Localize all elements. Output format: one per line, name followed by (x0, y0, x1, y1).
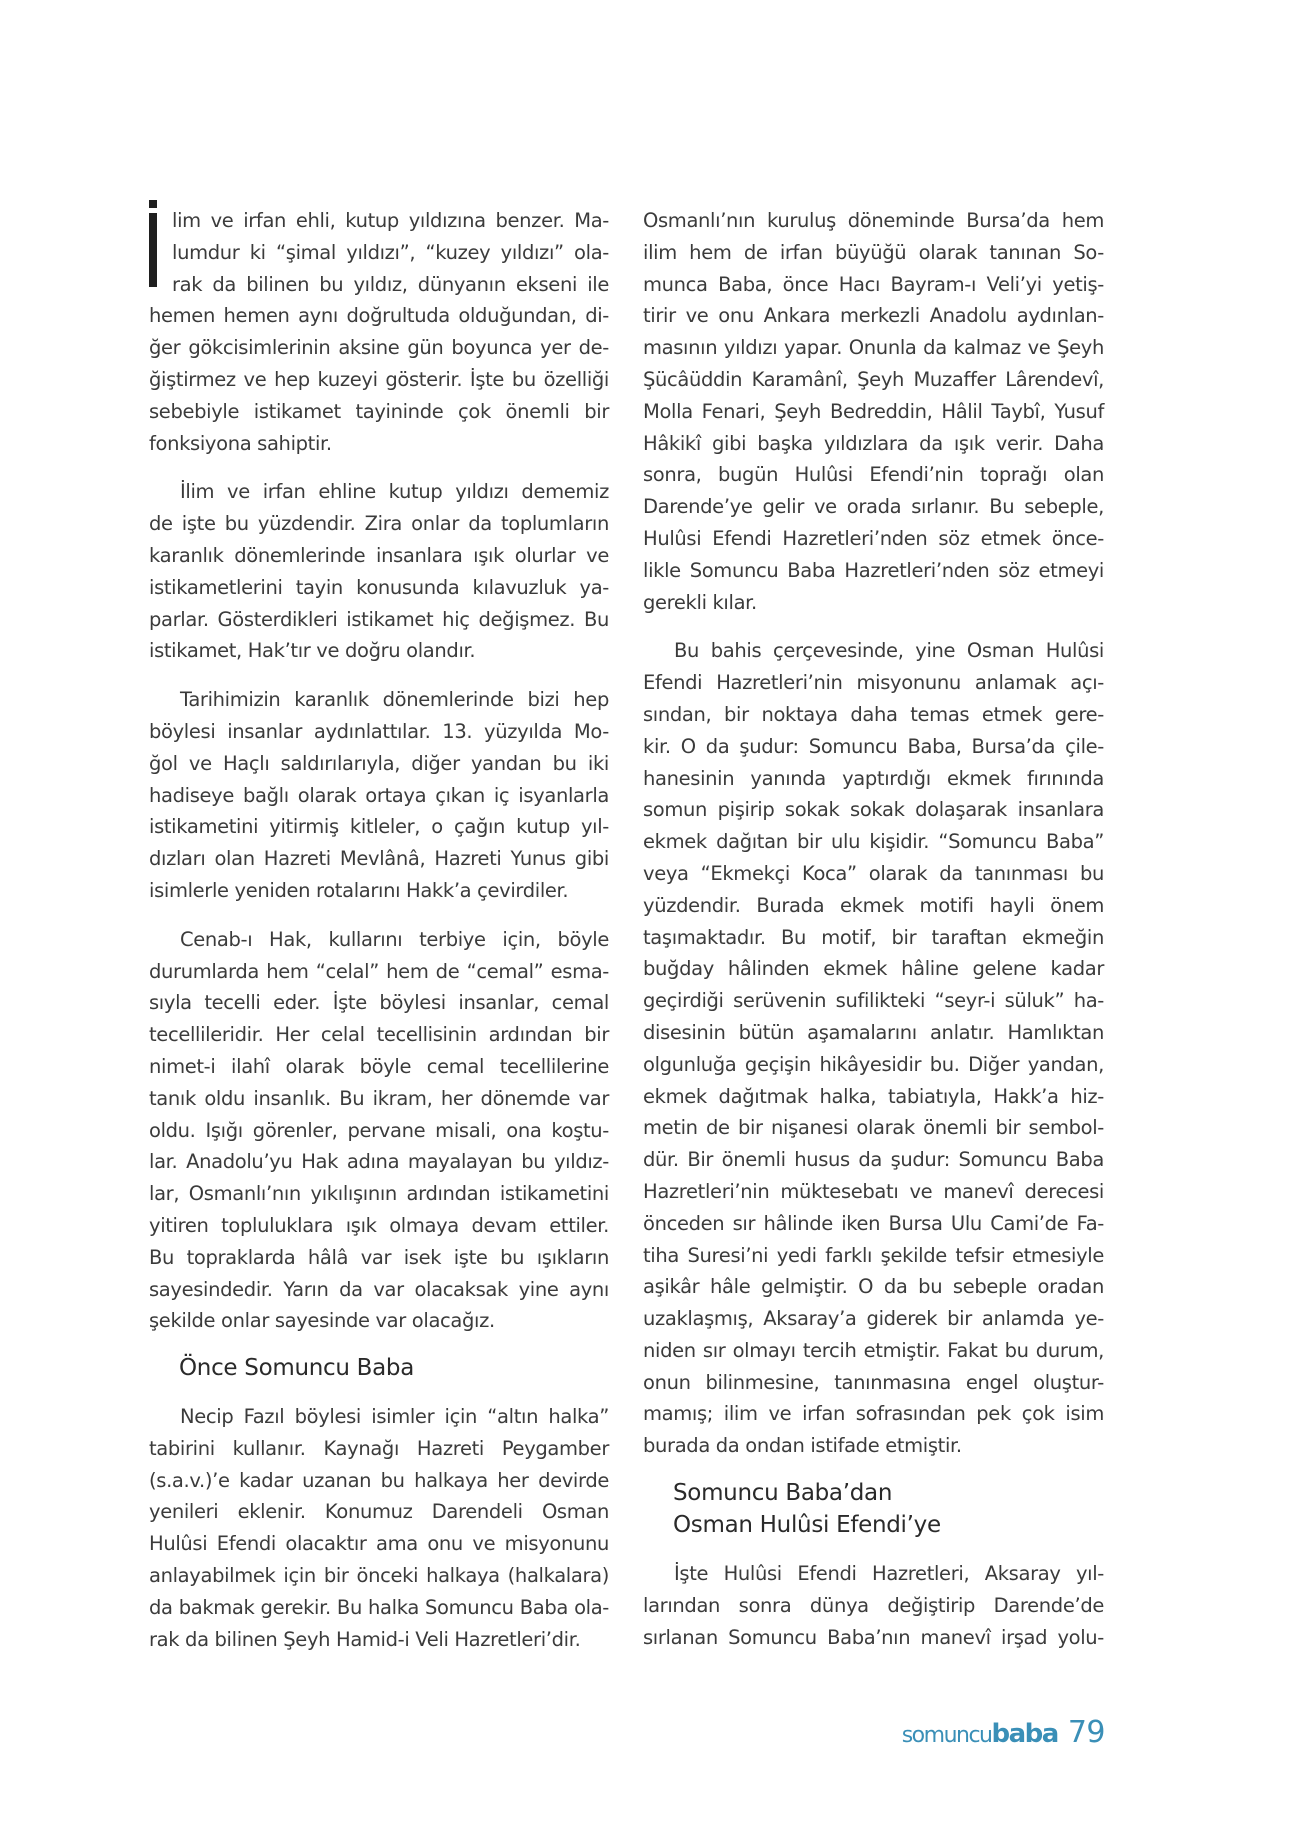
paragraph (149, 924, 609, 1337)
text-line: nimet-i ilahî olarak böyle cemal tecellilerine (149, 1054, 609, 1078)
text-line: dızları olan Hazreti Mevlânâ, Hazreti Yunus gibi (149, 847, 609, 871)
text-line: lim ve irfan ehli, kutup yıldızına benzer. Ma- (172, 209, 609, 232)
text-line: Bu bahis çerçevesinde, yine Osman Hulûsi (674, 639, 1104, 663)
text-line: olgunluğa geçişin hikâyesidir bu. Diğer yandan, (643, 1052, 1104, 1076)
text-line: yenileri eklenir. Konumuz Darendeli Osman (149, 1500, 609, 1524)
text-line: oldu. Işığı görenler, pervane misali, ona koştu- (149, 1118, 609, 1142)
drop-cap-paragraph (149, 205, 609, 459)
text-line: İşte Hulûsi Efendi Hazretleri, Aksaray yıl- (674, 1562, 1104, 1586)
text-line: somun pişirip sokak sokak dolaşarak insanlara (643, 798, 1104, 822)
right-column (643, 205, 1104, 1653)
text-line: Şücâüddin Karamânî, Şeyh Muzaffer Lârendevî, (643, 367, 1104, 391)
text-line: mamış; ilim ve irfan sofrasından pek çok isim (643, 1402, 1104, 1426)
brand-logo-part2: baba (991, 1719, 1058, 1749)
text-line: Hulûsi Efendi olacaktır ama onu ve misyonunu (149, 1532, 609, 1556)
text-line: ilim hem de irfan büyüğü olarak tanınan So- (643, 240, 1104, 264)
text-line: fonksiyona sahiptir. (149, 431, 332, 455)
page-number: 79 (1067, 1715, 1105, 1750)
text-line: anlayabilmek için bir önceki halkaya (halkalara) (149, 1564, 609, 1588)
text-line: ğiştirmez ve hep kuzeyi gösterir. İşte bu özelliği (149, 367, 609, 391)
text-line: tecellileridir. Her celal tecellisinin ardından bir (149, 1023, 609, 1047)
text-line: sıyla tecelli eder. İşte böylesi insanlar, cemal (149, 991, 609, 1015)
text-line: parlar. Gösterdikleri istikamet hiç değişmez. Bu (149, 607, 609, 631)
text-line: sebebiyle istikamet tayininde çok önemli bir (149, 399, 609, 423)
text-line: durumlarda hem “celal” hem de “cemal” esma- (149, 959, 609, 983)
page-footer (902, 1715, 1105, 1755)
text-line: Molla Fenari, Şeyh Bedreddin, Hâlil Taybî, Yusuf (643, 399, 1104, 423)
text-line: tirir ve onu Ankara merkezli Anadolu aydınlan- (643, 304, 1104, 328)
text-line: tiha Suresi’ni yedi farklı şekilde tefsir etmesiyle (643, 1243, 1104, 1267)
section-heading-line: Osman Hulûsi Efendi’ye (673, 1512, 941, 1539)
text-line: şekilde onlar sayesinde var olacağız. (149, 1309, 495, 1333)
text-line: Bu topraklarda hâlâ var isek işte bu ışıkların (149, 1245, 609, 1269)
text-line: önceden sır hâlinde iken Bursa Ulu Cami’de Fa- (643, 1211, 1104, 1235)
text-line: munca Baba, önce Hacı Bayram-ı Veli’yi yetiş- (643, 272, 1104, 296)
text-line: yüzdendir. Burada ekmek motifi hayli önem (643, 893, 1104, 917)
text-line: ğer gökcisimlerinin aksine gün boyunca yer de- (149, 336, 609, 360)
text-line: Cenab-ı Hak, kullarını terbiye için, böyle (180, 927, 609, 951)
paragraph (149, 684, 609, 907)
section-heading: Önce Somuncu Baba (179, 1355, 415, 1382)
text-line: de işte bu yüzdendir. Zira onlar da toplumların (149, 512, 609, 536)
text-line: böylesi insanlar aydınlattılar. 13. yüzyılda Mo- (149, 719, 609, 743)
section-heading-line: Somuncu Baba’dan (673, 1480, 893, 1507)
text-line: niden sır olmayı tercih etmiştir. Fakat bu durum, (643, 1338, 1104, 1362)
paragraph (643, 205, 1104, 618)
text-line: yitiren topluluklara ışık olmaya devam ettiler. (149, 1213, 609, 1237)
text-line: (s.a.v.)’e kadar uzanan bu halkaya her devirde (149, 1468, 609, 1492)
text-line: lar. Anadolu’yu Hak adına mayalayan bu yıldız- (149, 1150, 609, 1174)
text-line: Tarihimizin karanlık dönemlerinde bizi hep (180, 688, 609, 712)
text-line: masının yıldızı yapar. Onunla da kalmaz ve Şeyh (643, 336, 1104, 360)
text-line: hadiseye bağlı olarak ortaya çıkan iç isyanlarla (149, 783, 609, 807)
paragraph (149, 1401, 609, 1655)
text-line: hemen hemen aynı doğrultuda olduğundan, di- (149, 304, 609, 328)
text-line: tanık oldu insanlık. Bu ikram, her dönemde var (149, 1086, 609, 1110)
text-line: lar, Osmanlı’nın yıkılışının ardından istikametini (149, 1182, 609, 1206)
text-line: Darende’ye gelir ve orada sırlanır. Bu sebeple, (643, 495, 1104, 519)
text-line: geçirdiği serüvenin sufilikteki “seyr-i süluk” ha- (643, 989, 1104, 1013)
text-line: buğday hâlinden ekmek hâline gelene kadar (643, 957, 1104, 981)
text-line: Necip Fazıl böylesi isimler için “altın halka” (180, 1405, 609, 1429)
text-line: metin de bir nişanesi olarak önemli bir sembol- (643, 1116, 1104, 1140)
text-line: uzaklaşmış, Aksaray’a giderek bir anlamda ye- (643, 1307, 1104, 1331)
text-line: istikamet, Hak’tır ve doğru olandır. (149, 639, 476, 663)
text-line: sından, bir noktaya daha temas etmek gere- (643, 702, 1104, 726)
text-line: ğol ve Haçlı saldırılarıyla, diğer yandan bu iki (149, 751, 609, 775)
text-line: taşımaktadır. Bu motif, bir taraftan ekmeğin (643, 925, 1104, 949)
text-line: İlim ve irfan ehline kutup yıldızı dememiz (180, 480, 609, 504)
text-line: istikametlerini tayin konusunda kılavuzluk ya- (149, 575, 609, 599)
text-line: rak da bilinen Şeyh Hamid-i Veli Hazretleri’dir. (149, 1627, 581, 1651)
text-line: Efendi Hazretleri’nin misyonunu anlamak açı- (643, 671, 1104, 695)
left-column (149, 205, 609, 1655)
drop-cap-letter (149, 213, 157, 287)
brand-logo-part1: somuncu (901, 1723, 992, 1748)
text-line: isimlerle yeniden rotalarını Hakk’a çevirdiler. (149, 878, 569, 902)
text-line: aşikâr hâle gelmiştir. O da bu sebeple oradan (643, 1275, 1104, 1299)
text-line: ekmek dağıtan bir ulu kişidir. “Somuncu Baba” (643, 830, 1104, 854)
drop-cap-dot (149, 200, 157, 208)
text-line: kir. O da şudur: Somuncu Baba, Bursa’da çile- (643, 734, 1104, 758)
text-line: da bakmak gerekir. Bu halka Somuncu Baba ola- (149, 1595, 609, 1619)
text-line: dür. Bir önemli husus da şudur: Somuncu Baba (643, 1148, 1104, 1172)
text-line: disesinin bütün aşamalarını anlatır. Hamlıktan (643, 1020, 1104, 1044)
text-line: gerekli kılar. (643, 590, 757, 614)
text-line: tabirini kullanır. Kaynağı Hazreti Peygamber (149, 1436, 609, 1460)
text-line: hanesinin yanında yaptırdığı ekmek fırınında (643, 766, 1104, 790)
text-line: burada da ondan istifade etmiştir. (643, 1434, 962, 1458)
paragraph (149, 476, 609, 667)
text-line: likle Somuncu Baba Hazretleri’nden söz etmeyi (643, 558, 1104, 582)
text-line: istikametini yitirmiş kitleler, o çağın kutup yıl- (149, 815, 609, 839)
text-line: rak da bilinen bu yıldız, dünyanın ekseni ile (172, 272, 609, 296)
text-line: lumdur ki “şimal yıldızı”, “kuzey yıldızı” ola- (172, 240, 609, 264)
text-line: Osmanlı’nın kuruluş döneminde Bursa’da hem (643, 209, 1104, 232)
text-line: sayesindedir. Yarın da var olacaksak yine aynı (149, 1277, 609, 1301)
paragraph (149, 205, 609, 459)
text-line: karanlık dönemlerinde insanlara ışık olurlar ve (149, 543, 609, 567)
text-line: veya “Ekmekçi Koca” olarak da tanınması bu (643, 861, 1104, 885)
text-line: larından sonra dünya değiştirip Darende’de (643, 1593, 1104, 1617)
text-line: Hâkikî gibi başka yıldızlara da ışık verir. Daha (643, 431, 1104, 455)
text-line: Hulûsi Efendi Hazretleri’nden söz etmek önce- (643, 526, 1104, 550)
text-line: Hazretleri’nin müktesebatı ve manevî derecesi (643, 1179, 1104, 1203)
paragraph (643, 635, 1104, 1462)
paragraph (643, 1558, 1104, 1653)
text-line: ekmek dağıtmak halka, tabiatıyla, Hakk’a hiz- (643, 1084, 1104, 1108)
text-line: sırlanan Somuncu Baba’nın manevî irşad yolu- (643, 1625, 1104, 1649)
text-line: onun bilinmesine, tanınmasına engel oluştur- (643, 1370, 1104, 1394)
text-line: sonra, bugün Hulûsi Efendi’nin toprağı olan (643, 463, 1104, 487)
